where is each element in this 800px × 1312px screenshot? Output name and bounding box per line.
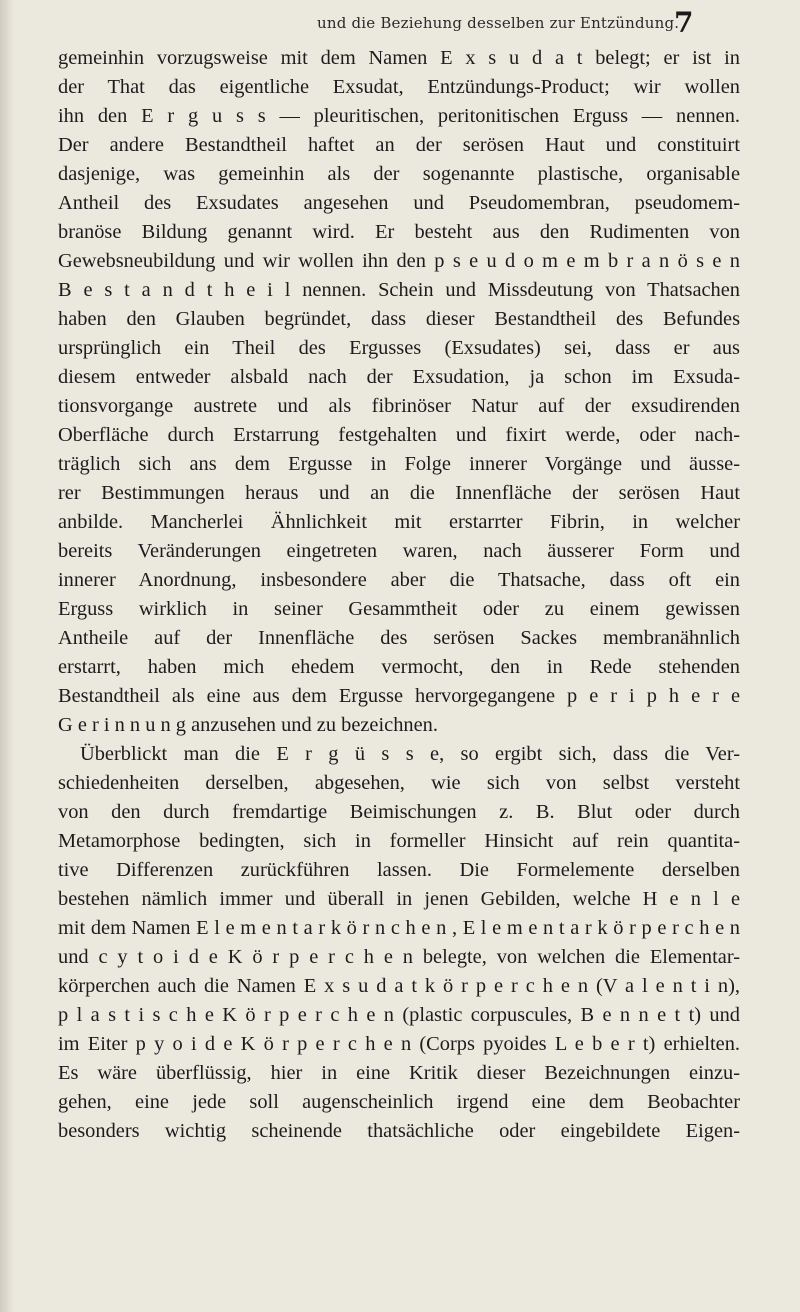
text-line: Antheil des Exsudates angesehen und Pseudomembran, pseudomem- bbox=[58, 192, 740, 214]
text-line: ursprünglich ein Theil des Ergusses (Exsudates) sei, dass er aus bbox=[58, 337, 740, 359]
text-line: ihn den E r g u s s — pleuritischen, peritonitischen Erguss — nennen. bbox=[58, 105, 740, 127]
text-line: und c y t o i d e K ö r p e r c h e n belegte, von welchen die Elementar- bbox=[58, 946, 740, 968]
text-line: gemeinhin vorzugsweise mit dem Namen E x s u d a t belegt; er ist in bbox=[58, 47, 740, 69]
text-line: Der andere Bestandtheil haftet an der serösen Haut und constituirt bbox=[58, 134, 740, 156]
text-line: Es wäre überflüssig, hier in eine Kritik dieser Bezeichnungen einzu- bbox=[58, 1062, 740, 1084]
text-line-paragraph-start: Überblickt man die E r g ü s s e, so ergibt sich, dass die Ver- bbox=[80, 743, 740, 765]
text-line: Oberfläche durch Erstarrung festgehalten und fixirt werde, oder nach- bbox=[58, 424, 740, 446]
text-line: Gewebsneubildung und wir wollen ihn den p s e u d o m e m b r a n ö s e n bbox=[58, 250, 740, 272]
text-line: träglich sich ans dem Ergusse in Folge innerer Vorgänge und äusse- bbox=[58, 453, 740, 475]
text-line: bereits Veränderungen eingetreten waren, nach äusserer Form und bbox=[58, 540, 740, 562]
text-line: tive Differenzen zurückführen lassen. Die Formelemente derselben bbox=[58, 859, 740, 881]
text-line: erstarrt, haben mich ehedem vermocht, den in Rede stehenden bbox=[58, 656, 740, 678]
page-gutter-shadow bbox=[0, 0, 14, 1312]
body-text bbox=[58, 44, 740, 1146]
text-line: anbilde. Mancherlei Ähnlichkeit mit erstarrter Fibrin, in welcher bbox=[58, 511, 740, 533]
text-line: p l a s t i s c h e K ö r p e r c h e n (plastic corpuscules, B e n n e t t) und bbox=[58, 1004, 740, 1026]
text-line: bestehen nämlich immer und überall in jenen Gebilden, welche H e n l e bbox=[58, 888, 740, 910]
text-line: gehen, eine jede soll augenscheinlich irgend eine dem Beobachter bbox=[58, 1091, 740, 1113]
text-line: im Eiter p y o i d e K ö r p e r c h e n (Corps pyoides L e b e r t) erhielten. bbox=[58, 1033, 740, 1055]
text-line: rer Bestimmungen heraus und an die Innenfläche der serösen Haut bbox=[58, 482, 740, 504]
text-line: mit dem Namen E l e m e n t a r k ö r n c h e n , E l e m e n t a r k ö r p e r c h e n bbox=[58, 917, 740, 939]
text-line: Metamorphose bedingten, sich in formeller Hinsicht auf rein quantita- bbox=[58, 830, 740, 852]
page-number: 7 bbox=[674, 6, 694, 39]
text-line: dasjenige, was gemeinhin als der sogenannte plastische, organisable bbox=[58, 163, 740, 185]
text-line-paragraph-end: G e r i n n u n g anzusehen und zu bezeichnen. bbox=[58, 714, 438, 736]
text-line: körperchen auch die Namen E x s u d a t k ö r p e r c h e n (V a l e n t i n), bbox=[58, 975, 740, 997]
text-line: diesem entweder alsbald nach der Exsudation, ja schon im Exsuda- bbox=[58, 366, 740, 388]
page-header bbox=[0, 8, 800, 48]
text-line: branöse Bildung genannt wird. Er besteht aus den Rudimenten von bbox=[58, 221, 740, 243]
text-line: schiedenheiten derselben, abgesehen, wie sich von selbst versteht bbox=[58, 772, 740, 794]
text-line: Bestandtheil als eine aus dem Ergusse hervorgegangene p e r i p h e r e bbox=[58, 685, 740, 707]
text-line: besonders wichtig scheinende thatsächliche oder eingebildete Eigen- bbox=[58, 1120, 740, 1142]
text-line: Erguss wirklich in seiner Gesammtheit oder zu einem gewissen bbox=[58, 598, 740, 620]
text-line: haben den Glauben begründet, dass dieser Bestandtheil des Befundes bbox=[58, 308, 740, 330]
text-line: B e s t a n d t h e i l nennen. Schein und Missdeutung von Thatsachen bbox=[58, 279, 740, 301]
text-line: Antheile auf der Innenfläche des serösen Sackes membranähnlich bbox=[58, 627, 740, 649]
running-head: und die Beziehung desselben zur Entzündung. bbox=[317, 14, 680, 32]
text-line: von den durch fremdartige Beimischungen z. B. Blut oder durch bbox=[58, 801, 740, 823]
text-line: innerer Anordnung, insbesondere aber die Thatsache, dass oft ein bbox=[58, 569, 740, 591]
text-line: tionsvorgange austrete und als fibrinöser Natur auf der exsudirenden bbox=[58, 395, 740, 417]
text-line: der That das eigentliche Exsudat, Entzündungs-Product; wir wollen bbox=[58, 76, 740, 98]
